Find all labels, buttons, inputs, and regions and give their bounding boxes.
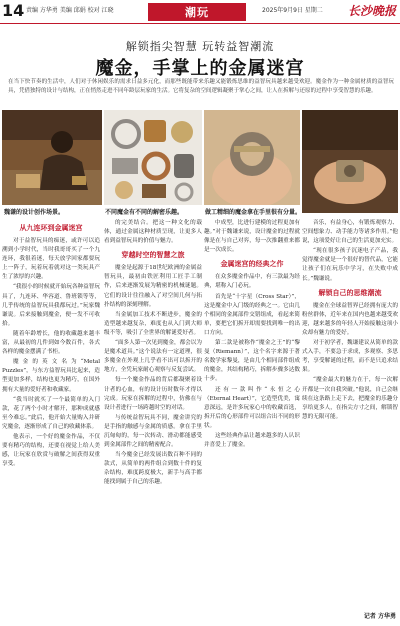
paragraph: “面多人第一次见到魔金，都会以为是魔术道具。”这个说法有一定道理，很多魔金在外观上几乎看不出可以拆开的地方，全凭玩家耐心观察与反复尝试。 [104,340,202,374]
editor-credits: 责编 方华勇 美编 邱娟 校对 江晓 [26,7,114,14]
puzzle-in-hand-photo [204,110,300,205]
header-rule [0,23,400,24]
subheading: 金属迷宫的经典之作 [220,260,284,269]
kicker: 解锁指尖智慧 玩转益智潮流 [125,40,275,53]
issue-date: 2025年9月9日 星期二 [262,7,323,14]
headline: 魔金，手掌上的金属迷宫 [95,58,305,79]
paragraph: 对于益智玩具的痴迷，或许可以追溯到小学时代，当时我哥哥买了一个九连环，我很着迷，每天放学回家都要玩上一阵子，玩着玩着就对这一类玩具产生了浓厚的兴趣。 [2,238,100,281]
photo-caption: 不同魔金有不同的解密乐趣。 [105,209,184,216]
paragraph: 中成型，比进行建模的过程更加有趣。”对于魏谦来说，设计魔金的过程就像是在与自己对弈，每一次推翻重来都是一次成长。 [204,220,300,254]
designer-photo [2,110,102,205]
article-column-2 [104,219,202,619]
paragraph: 这些经典作品让越来越多的人认识并喜爱上了魔金。 [204,432,300,449]
page-header [0,0,400,24]
paragraph: “魔金最大的魅力在于，每一次解开都是一次自我突破。”他说，自己会继续在这条路上走下去，把魔金的乐趣分享给更多人，在指尖方寸之间，解锁智慧的无限可能。 [302,377,398,420]
paragraph: 魔金是起源于18世纪欧洲的金属益智玩具，最初由铁匠利用工匠手工制作，后来逐渐发展为精密的机械谜题。它们的设计往往融入了对空间几何与拓扑结构的深刻理解。 [104,265,202,308]
paragraph: 还有一款叫作“永恒之心（Eternal Heart）”，它造型优美，寓意深远，是许多玩家心中的收藏首选，拆开后的心形部件可以组合出不同的形状。 [204,386,300,429]
subheading: 从九连环到金属迷宫 [19,224,83,232]
solving-puzzle-photo [302,110,398,213]
lead-paragraph: 在当下快节奏的生活中，人们对于休闲娱乐的需求日益多元化，而那些既能带来乐趣又能锻炼思维的益智玩具越来越受欢迎。魔金作为一种金属材质的益智玩具，凭借独特的设计与结构，正在悄然走进不同年龄层玩家的生活。它将复杂的空间逻辑凝聚于掌心之间，让人在拆解与还原的过程中享受智慧的乐趣。 [8,79,394,94]
paragraph: “我很小的时候就开始玩各种益智玩具了，九连环、华容道、鲁班锁等等，几乎传统的益智玩具我都玩过。”玩家魏谦说。后来接触到魔金，便一发不可收拾。 [2,284,100,327]
photo-caption: 做工精细的魔金拿在手里很有分量。 [205,209,302,216]
paragraph: 当今魔金已经发展出数百种不同的款式，从简单的两件组合到数十件的复杂结构，难度跨度极大，新手与高手都能找到属于自己的乐趣。 [104,452,202,486]
puzzles-collection-photo [104,110,202,205]
article-column-1 [2,219,100,619]
article-column-3 [204,219,300,619]
byline: 记者 方华勇 [363,613,396,620]
newspaper-logo: 长沙晚报 [347,4,396,18]
paragraph: 他表示，一个好的魔金作品，不仅要有精巧的结构，还要在视觉上给人美感，让玩家在欣赏与破解之间获得双重享受。 [2,433,100,468]
paragraph: 魔金在全球益智界已经拥有庞大的粉丝群体，近年来在国内也越来越受欢迎，越来越多的年轻人开始接触这项小众却有魅力的爱好。 [302,302,398,336]
paragraph: 与传统益智玩具不同，魔金讲究的是手指的触感与金属的质感。拿在手里沉甸甸的，每一次转动、滑动都能感受到金属部件之间的精密配合。 [104,414,202,449]
paragraph: “现在很多孩子沉迷电子产品，我觉得魔金就是一个很好的替代品，它能让孩子们在玩乐中学习，在失败中成长。”魏谦说。 [302,248,398,282]
article-column-4 [302,219,398,619]
section-banner: 潮玩 [148,3,246,21]
paragraph: 在众多魔金作品中，有三款最为经典，堪称入门必玩。 [204,274,300,290]
subheading: 穿越时空的智慧之旅 [121,251,185,260]
paragraph: 每一个魔金作品的背后都凝聚着设计者的心血，有的设计历时数年才得以完成。玩家在拆解的过程中，仿佛在与设计者进行一场跨越时空的对话。 [104,377,202,411]
paragraph: 音乐，有益身心，有锻炼观察力、空间想象力、动手能力等诸多作用。”他说，这项爱好让自己的生活更加充实。 [302,220,398,245]
paragraph: 随着年龄增长，他的收藏越来越丰富，从最初的几件到如今数百件，各式各样的魔金摆满了书柜。 [2,330,100,356]
paragraph: 魔金的英文名为“Metal Puzzles”，与东方益智玩具比起来，造型更加多样，结构也更为精巧，在国外拥有大量的爱好者和收藏家。 [2,359,100,393]
paragraph: 第二款是被称作“魔金之王”的“黎曼（Riemann）”，这个名字来源于著名数学家黎曼，是由几个相同部件组成的魔金，其结构精巧，拆解步骤多达数十步。 [204,340,300,383]
page-number: 14 [2,1,25,20]
photo-caption: 魏谦的设计创作场景。 [4,209,65,216]
paragraph: 对于初学者，魏谦建议从简单的款式入手，不要急于求成，多观察、多思考，享受解谜的过程，而不是只追求结果。 [302,340,398,374]
paragraph: 首先是“十字星（Cross Star）”，这是魔金中入门级的经典之一。它由几个相同的金属部件交错组成，看起来简单，要把它们拆开却需要找到唯一的出口方向。 [204,293,300,336]
subheading: 解锁自己的思维潮流 [318,288,382,297]
paragraph: 当金属加工技术不断进步，魔金的造型越来越复杂，难度也从入门到大师级不等，吸引了全世界的解谜爱好者。 [104,311,202,336]
paragraph: 的完美结合。把这一种文化的载体，通过金属这种材质呈现，让更多人看到益智玩具的价值与魅力。 [104,220,202,245]
paragraph: “我当时就买了一个最简单的入门款，花了两个小时才解开，那种成就感至今难忘。”此后，他开始大量购入并研究魔金，逐渐形成了自己的收藏体系。 [2,396,100,430]
